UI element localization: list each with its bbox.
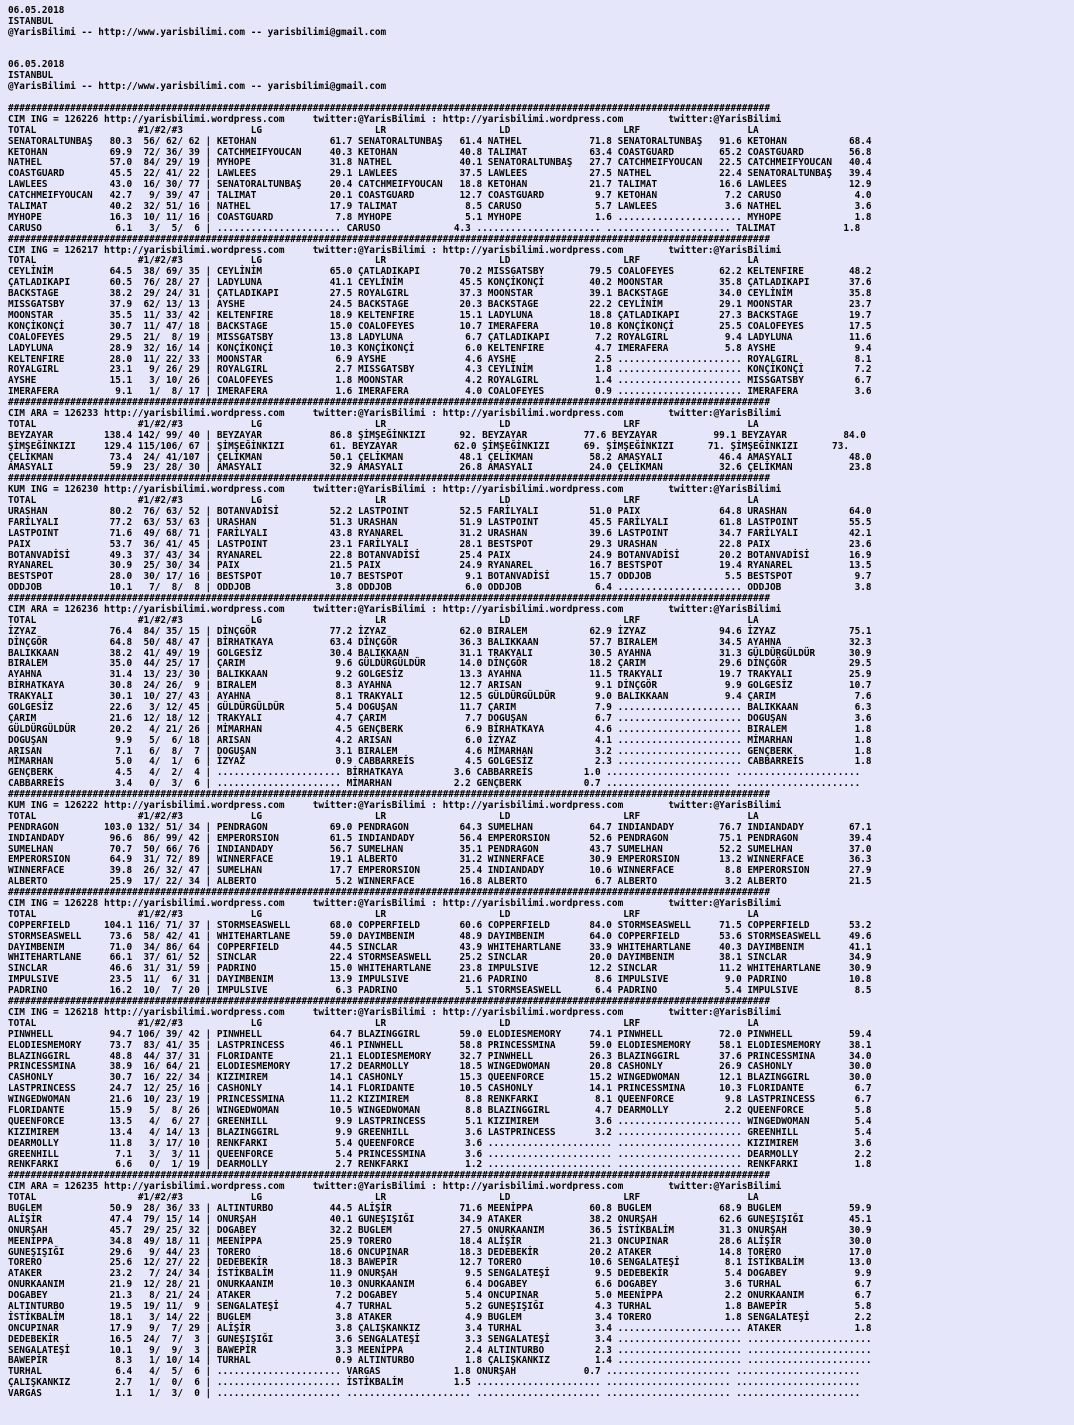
contact-line: @YarisBilimi -- http://www.yarisbilimi.com -- yarisbilimi@gmail.com (8, 26, 387, 38)
horse-stats-row: GOLGESİZ 22.6 3/ 12/ 45 | GÜLDÜRGÜLDÜR 5.4 DOGUŞAN 11.7 ÇARIM 7.9 ...................... BALIKKAAN 6.3 (8, 702, 872, 713)
horse-stats-row: DEARMOLLY 11.8 3/ 17/ 10 | RENKFARKI 5.4 QUEENFORCE 3.6 ...................... ...................... KIZIMIREM 3.6 (8, 1137, 872, 1149)
section-divider: ####################################################################################################################################### (8, 1170, 770, 1182)
race-header: KUM ING = 126222 http://yarisbilimi.wordpress.com twitter:@YarisBilimi : http://yarisbilimi.wordpress.com twitter:@YarisBilimi (8, 800, 782, 812)
horse-stats-row: BUGLEM 50.9 28/ 36/ 33 | ALTINTURBO 44.5 ALİŞİR 71.6 MEENİPPA 60.8 BUGLEM 68.9 BUGLEM 59.9 (8, 1202, 872, 1214)
horse-stats-row: GÜLDÜRGÜLDÜR 20.2 4/ 21/ 26 | MİMARHAN 4.5 GENÇBERK 6.9 BİRHATKAYA 4.6 ...................... BIRALEM 1.8 (8, 723, 872, 735)
horse-stats-row: CATCHMEIFYOUCAN 42.7 9/ 39/ 47 | TALIMAT 20.1 COASTGUARD 12.7 COASTGUARD 9.7 KETOHAN 7.2 CARUSO 4.0 (8, 190, 872, 202)
horse-stats-row: DOGUŞAN 9.9 5/ 6/ 18 | ARISAN 4.2 ARISAN 6.0 İZYAZ 4.1 ...................... MİMARHAN 1.8 (8, 734, 872, 746)
column-header-row: TOTAL #1/#2/#3 LG LR LD LRF LA (8, 1192, 759, 1204)
horse-stats-row: BACKSTAGE 38.2 29/ 24/ 31 | ÇATLADIKAPI 27.5 ROYALGIRL 37.3 MOONSTAR 39.1 BACKSTAGE 34.0 CEYLİNİM 35.8 (8, 288, 872, 300)
horse-stats-row: AYAHNA 31.4 13/ 23/ 30 | BALIKKAAN 9.2 GOLGESİZ 13.3 AYAHNA 11.5 TRAKYALI 19.7 TRAKYALI 25.9 (8, 669, 872, 681)
horse-stats-row: MİMARHAN 5.0 4/ 1/ 6 | İZYAZ 0.9 CABBARREİS 4.5 GOLGESİZ 2.3 ...................... CABBARREİS 1.8 (8, 756, 872, 768)
horse-stats-row: PRINCESSMINA 38.9 16/ 64/ 21 | ELODIESMEMORY 17.2 DEARMOLLY 18.5 WINGEDWOMAN 20.8 CASHONLY 26.9 CASHONLY 30.0 (8, 1061, 872, 1073)
section-divider: ####################################################################################################################################### (8, 593, 770, 605)
race-header: CIM ING = 126218 http://yarisbilimi.wordpress.com twitter:@YarisBilimi : http://yarisbilimi.wordpress.com twitter:@YarisBilimi (8, 1006, 782, 1018)
horse-stats-row: STORMSEASWELL 73.6 58/ 42/ 41 | WHITEHARTLANE 59.0 DAYIMBENIM 48.9 DAYIMBENIM 64.0 COPPERFIELD 53.6 STORMSEASWELL 49.6 (8, 930, 872, 942)
horse-stats-row: MYHOPE 16.3 10/ 11/ 16 | COASTGUARD 7.8 MYHOPE 5.1 MYHOPE 1.6 ...................... MYHOPE 1.8 (8, 211, 872, 223)
horse-stats-row: KIZIMIREM 13.4 4/ 14/ 13 | BLAZINGGIRL 9.9 GREENHILL 3.6 LASTPRINCESS 3.2 ...................... GREENHILL 5.4 (8, 1126, 872, 1138)
date-line: 06.05.2018 (8, 59, 65, 71)
horse-stats-row: LADYLUNA 28.9 32/ 16/ 14 | KONÇİKONÇİ 10.3 KONÇİKONÇİ 6.0 KELTENFIRE 4.7 IMERAFERA 5.8 AYSHE 9.4 (8, 342, 872, 354)
race-header: CIM ARA = 126233 http://yarisbilimi.wordpress.com twitter:@YarisBilimi : http://yarisbilimi.wordpress.com twitter:@YarisBilimi (8, 407, 782, 419)
horse-stats-row: SUMELHAN 70.7 50/ 66/ 76 | INDIANDADY 56.7 SUMELHAN 35.1 PENDRAGON 43.7 SUMELHAN 52.2 SUMELHAN 37.0 (8, 843, 872, 855)
horse-stats-row: ÇARIM 21.6 12/ 18/ 12 | TRAKYALI 4.7 ÇARIM 7.7 DOGUŞAN 6.7 ...................... DOGUŞAN 3.6 (8, 712, 872, 724)
section-divider: ####################################################################################################################################### (8, 789, 770, 801)
horse-stats-row: PADRINO 16.2 10/ 7/ 20 | IMPULSIVE 6.3 PADRINO 5.1 STORMSEASWELL 6.4 PADRINO 5.4 IMPULSIVE 8.5 (8, 985, 872, 997)
section-divider: ####################################################################################################################################### (8, 233, 770, 245)
race-header: CIM ING = 126228 http://yarisbilimi.wordpress.com twitter:@YarisBilimi : http://yarisbilimi.wordpress.com twitter:@YarisBilimi (8, 898, 782, 910)
column-header-row: TOTAL #1/#2/#3 LG LR LD LRF LA (8, 810, 759, 822)
section-divider: ####################################################################################################################################### (8, 996, 770, 1008)
horse-stats-row: CASHONLY 30.7 16/ 22/ 34 | KIZIMIREM 14.1 CASHONLY 15.3 QUEENFORCE 15.2 WINGEDWOMAN 12.1 BLAZINGGIRL 30.0 (8, 1072, 872, 1084)
horse-stats-row: VARGAS 1.1 1/ 3/ 0 | ...................... ...................... ...................... ...................... ...................... (8, 1388, 861, 1400)
horse-stats-row: ROYALGIRL 23.1 9/ 26/ 29 | ROYALGIRL 2.7 MISSGATSBY 4.3 CEYLİNİM 1.8 ...................... KONÇİKONÇİ 7.2 (8, 364, 872, 376)
horse-stats-row: ÇELİKMAN 73.4 24/ 41/107 | ÇELİKMAN 50.1 ÇELİKMAN 48.1 ÇELİKMAN 58.2 AMASYALI 46.4 AMASYALI 48.0 (8, 451, 872, 463)
horse-stats-row: BEYZAYAR 138.4 142/ 99/ 40 | BEYZAYAR 86.8 ŞİMŞEĞİNKIZI 92. BEYZAYAR 77.6 BEYZAYAR 99.1 BEYZAYAR 84.0 (8, 429, 866, 441)
horse-stats-row: WINGEDWOMAN 21.6 10/ 23/ 19 | PRINCESSMINA 11.2 KIZIMIREM 8.8 RENKFARKI 8.1 QUEENFORCE 9.8 LASTPRINCESS 6.7 (8, 1094, 872, 1106)
horse-stats-row: QUEENFORCE 13.5 4/ 6/ 27 | GREENHILL 9.9 LASTPRINCESS 5.1 KIZIMIREM 3.6 ...................... WINGEDWOMAN 5.4 (8, 1115, 872, 1127)
city-line: ISTANBUL (8, 15, 54, 27)
horse-stats-row: COALOFEYES 29.5 21/ 8/ 19 | MISSGATSBY 13.8 LADYLUNA 6.7 ÇATLADIKAPI 7.2 ROYALGIRL 9.4 LADYLUNA 11.6 (8, 331, 872, 343)
section-divider: ####################################################################################################################################### (8, 397, 770, 409)
race-header: CIM ING = 126226 http://yarisbilimi.wordpress.com twitter:@YarisBilimi : http://yarisbilimi.wordpress.com twitter:@YarisBilimi (8, 113, 782, 125)
horse-stats-row: CABBARREİS 3.4 0/ 3/ 6 | ...................... MİMARHAN 2.2 GENÇBERK 0.7 ...................... ...................... (8, 778, 861, 790)
horse-stats-row: DOGABEY 21.3 8/ 21/ 24 | ATAKER 7.2 DOGABEY 5.4 ONCUPINAR 5.0 MEENİPPA 2.2 ONURKAANIM 6.7 (8, 1290, 872, 1302)
horse-stats-row: ÇATLADIKAPI 60.5 76/ 28/ 27 | LADYLUNA 41.1 CEYLİNİM 45.5 KONÇİKONÇİ 40.2 MOONSTAR 35.8 ÇATLADIKAPI 37.6 (8, 277, 872, 289)
race-header: KUM ING = 126230 http://yarisbilimi.wordpress.com twitter:@YarisBilimi : http://yarisbilimi.wordpress.com twitter:@YarisBilimi (8, 484, 782, 496)
horse-stats-row: ARISAN 7.1 6/ 8/ 7 | DOGUŞAN 3.1 BIRALEM 4.6 MİMARHAN 3.2 ...................... GENÇBERK 1.8 (8, 745, 872, 757)
horse-stats-row: SINCLAR 46.6 31/ 31/ 59 | PADRINO 15.0 WHITEHARTLANE 23.8 IMPULSIVE 12.2 SINCLAR 11.2 WHITEHARTLANE 30.9 (8, 963, 872, 975)
horse-stats-row: RYANAREL 30.9 25/ 30/ 34 | PAIX 21.5 PAIX 24.9 RYANAREL 16.7 BESTSPOT 19.4 RYANAREL 13.5 (8, 560, 872, 572)
horse-stats-row: BİRHATKAYA 30.8 24/ 26/ 9 | BIRALEM 8.3 AYAHNA 12.7 ARISAN 9.1 DİNÇGÖR 9.9 GOLGESİZ 10.7 (8, 680, 872, 692)
horse-stats-row: CARUSO 6.1 3/ 5/ 6 | ...................... CARUSO 4.3 ...................... ...................... TALIMAT 1.8 (8, 222, 861, 234)
horse-stats-row: KETOHAN 69.9 72/ 36/ 39 | CATCHMEIFYOUCAN 40.3 KETOHAN 40.8 TALIMAT 63.4 COASTGUARD 65.2 COASTGUARD 56.8 (8, 146, 872, 158)
horse-stats-row: ALİŞİR 47.4 79/ 15/ 14 | ONURŞAH 40.1 GUNEŞIŞIĞI 34.9 ATAKER 38.2 ONURŞAH 62.6 GUNEŞIŞIĞI 45.1 (8, 1213, 872, 1225)
horse-stats-row: MOONSTAR 35.5 11/ 33/ 42 | KELTENFIRE 18.9 KELTENFIRE 15.1 LADYLUNA 18.8 ÇATLADIKAPI 27.3 BACKSTAGE 19.7 (8, 309, 872, 321)
horse-stats-row: RENKFARKI 6.6 0/ 1/ 19 | DEARMOLLY 2.7 RENKFARKI 1.2 ...................... ...................... RENKFARKI 1.8 (8, 1159, 872, 1171)
horse-stats-row: ELODIESMEMORY 73.7 83/ 41/ 35 | LASTPRINCESS 46.1 PINWHELL 58.8 PRINCESSMINA 59.0 ELODIESMEMORY 58.1 ELODIESMEMORY 38.1 (8, 1039, 872, 1051)
horse-stats-row: IMERAFERA 9.1 1/ 8/ 17 | IMERAFERA 1.6 IMERAFERA 4.0 COALOFEYES 0.9 ...................... IMERAFERA 3.6 (8, 386, 872, 398)
horse-stats-row: BALIKKAAN 38.2 41/ 49/ 19 | GOLGESİZ 30.4 BALIKKAAN 31.1 TRAKYALI 30.5 AYAHNA 31.3 GÜLDÜRGÜLDÜR 30.9 (8, 647, 872, 659)
horse-stats-row: İZYAZ 76.4 84/ 35/ 15 | DİNÇGÖR 77.2 İZYAZ 62.0 BIRALEM 62.9 İZYAZ 94.6 İZYAZ 75.1 (8, 625, 872, 637)
text-line (8, 39, 1074, 50)
horse-stats-row: WINNERFACE 39.8 26/ 32/ 47 | SUMELHAN 17.7 EMPERORSION 25.4 INDIANDADY 10.6 WINNERFACE 8.8 EMPERORSION 27.9 (8, 865, 872, 877)
column-header-row: TOTAL #1/#2/#3 LG LR LD LRF LA (8, 418, 759, 430)
horse-stats-row: ONURŞAH 45.7 29/ 25/ 32 | DOGABEY 32.2 BUGLEM 27.5 ONURKAANIM 36.5 İSTİKBALİM 31.3 ONURŞAH 30.9 (8, 1224, 872, 1236)
horse-stats-row: BIRALEM 35.0 44/ 25/ 17 | ÇARIM 9.6 GÜLDÜRGÜLDÜR 14.0 DİNÇGÖR 18.2 ÇARIM 29.6 DİNÇGÖR 29.5 (8, 658, 872, 670)
horse-stats-row: ONCUPINAR 17.9 9/ 7/ 29 | ALİŞİR 3.8 ÇALIŞKANKIZ 3.4 TURHAL 3.4 ...................... ATAKER 1.8 (8, 1322, 872, 1334)
horse-stats-row: AMASYALI 59.9 23/ 28/ 30 | AMASYALI 32.9 AMASYALI 26.8 AMASYALI 24.0 ÇELİKMAN 32.6 ÇELİKMAN 23.8 (8, 462, 872, 474)
horse-stats-row: GREENHILL 7.1 3/ 3/ 11 | QUEENFORCE 5.4 PRINCESSMINA 3.6 ...................... ...................... DEARMOLLY 2.2 (8, 1148, 872, 1160)
horse-stats-row: AYSHE 15.1 3/ 10/ 26 | COALOFEYES 1.8 MOONSTAR 4.2 ROYALGIRL 1.4 ...................... MISSGATSBY 6.7 (8, 375, 872, 387)
horse-stats-row: TRAKYALI 30.1 10/ 27/ 43 | AYAHNA 8.1 TRAKYALI 12.5 GÜLDÜRGÜLDÜR 9.0 BALIKKAAN 9.4 ÇARIM 7.6 (8, 691, 872, 703)
horse-stats-row: GUNEŞIŞIĞI 29.6 9/ 44/ 23 | TORERO 18.6 ONCUPINAR 18.3 DEDEBEKİR 20.2 ATAKER 14.8 TORERO 17.0 (8, 1246, 872, 1258)
column-header-row: TOTAL #1/#2/#3 LG LR LD LRF LA (8, 1017, 759, 1029)
horse-stats-row: TORERO 25.6 12/ 27/ 22 | DEDEBEKİR 18.3 BAWEPİR 12.7 TORERO 10.6 SENGALATEŞİ 8.1 İSTİKBALİM 13.0 (8, 1257, 872, 1269)
horse-stats-row: ALTINTURBO 19.5 19/ 11/ 9 | SENGALATEŞİ 4.7 TURHAL 5.2 GUNEŞIŞIĞI 4.3 TURHAL 1.8 BAWEPİR 5.8 (8, 1300, 872, 1312)
horse-stats-row: WHITEHARTLANE 66.1 37/ 61/ 52 | SINCLAR 22.4 STORMSEASWELL 25.2 SINCLAR 20.0 DAYIMBENIM 38.1 SINCLAR 34.9 (8, 952, 872, 964)
horse-stats-row: NATHEL 57.0 84/ 29/ 19 | MYHOPE 31.8 NATHEL 40.1 SENATORALTUNBAŞ 27.7 CATCHMEIFYOUCAN 22.5 CATCHMEIFYOUCAN 40.4 (8, 157, 872, 169)
horse-stats-row: LASTPOINT 71.6 49/ 68/ 71 | FARİLYALI 43.8 RYANAREL 31.2 URASHAN 39.6 LASTPOINT 34.7 FARİLYALI 42.1 (8, 527, 872, 539)
race-header: CIM ARA = 126236 http://yarisbilimi.wordpress.com twitter:@YarisBilimi : http://yarisbilimi.wordpress.com twitter:@YarisBilimi (8, 603, 782, 615)
horse-stats-row: COPPERFIELD 104.1 116/ 71/ 37 | STORMSEASWELL 68.0 COPPERFIELD 60.6 COPPERFIELD 84.0 STORMSEASWELL 71.5 COPPERFIELD 53.2 (8, 919, 872, 931)
horse-stats-row: İSTİKBALİM 18.1 3/ 14/ 22 | BUGLEM 3.8 ATAKER 4.9 BUGLEM 3.4 TORERO 1.8 SENGALATEŞİ 2.2 (8, 1311, 872, 1323)
horse-stats-row: LAWLEES 43.0 16/ 30/ 77 | SENATORALTUNBAŞ 20.4 CATCHMEIFYOUCAN 18.8 KETOHAN 21.7 TALIMAT 16.6 LAWLEES 12.9 (8, 179, 872, 191)
horse-stats-row: IMPULSIVE 23.5 11/ 6/ 31 | DAYIMBENIM 13.9 IMPULSIVE 21.6 PADRINO 8.6 IMPULSIVE 9.0 PADRINO 10.8 (8, 974, 872, 986)
text-line (8, 50, 1074, 61)
horse-stats-row: DEDEBEKİR 16.5 24/ 7/ 3 | GUNEŞIŞIĞI 3.6 SENGALATEŞİ 3.3 SENGALATEŞİ 3.4 ...................... ...................... (8, 1333, 872, 1345)
horse-stats-row: GENÇBERK 4.5 4/ 2/ 4 | ...................... BİRHATKAYA 3.6 CABBARREİS 1.0 ...................... ...................... (8, 767, 861, 779)
horse-stats-row: ALBERTO 25.9 17/ 22/ 34 | ALBERTO 5.2 WINNERFACE 16.8 ALBERTO 6.7 ALBERTO 3.2 ALBERTO 21.5 (8, 876, 872, 888)
column-header-row: TOTAL #1/#2/#3 LG LR LD LRF LA (8, 908, 759, 920)
horse-stats-row: PENDRAGON 103.0 132/ 51/ 34 | PENDRAGON 69.0 PENDRAGON 64.3 SUMELHAN 64.7 INDIANDADY 76.7 INDIANDADY 67.1 (8, 821, 872, 833)
contact-line: @YarisBilimi -- http://www.yarisbilimi.com -- yarisbilimi@gmail.com (8, 81, 387, 93)
race-header: CIM ARA = 126235 http://yarisbilimi.wordpress.com twitter:@YarisBilimi : http://yarisbilimi.wordpress.com twitter:@YarisBilimi (8, 1181, 782, 1193)
horse-stats-row: KONÇİKONÇİ 30.7 11/ 47/ 18 | BACKSTAGE 15.0 COALOFEYES 10.7 IMERAFERA 10.8 KONÇİKONÇİ 25.5 COALOFEYES 17.5 (8, 320, 872, 332)
horse-stats-row: LASTPRINCESS 24.7 12/ 25/ 16 | CASHONLY 14.1 FLORIDANTE 10.5 CASHONLY 14.1 PRINCESSMINA 10.3 FLORIDANTE 6.7 (8, 1083, 872, 1095)
horse-stats-row: DİNÇGÖR 64.8 50/ 48/ 47 | BİRHATKAYA 63.4 DİNÇGÖR 36.3 BALIKKAAN 57.7 BIRALEM 34.5 AYAHNA 32.3 (8, 636, 872, 648)
horse-stats-row: CEYLİNİM 64.5 38/ 69/ 35 | CEYLİNİM 65.0 ÇATLADIKAPI 70.2 MISSGATSBY 79.5 COALOFEYES 62.2 KELTENFIRE 48.2 (8, 266, 872, 278)
horse-stats-row: MISSGATSBY 37.9 62/ 13/ 13 | AYSHE 24.5 BACKSTAGE 20.3 BACKSTAGE 22.2 CEYLİNİM 29.1 MOONSTAR 23.7 (8, 299, 872, 311)
horse-stats-row: URASHAN 80.2 76/ 63/ 52 | BOTANVADİSİ 52.2 LASTPOINT 52.5 FARİLYALI 51.0 PAIX 64.8 URASHAN 64.0 (8, 505, 872, 517)
horse-stats-row: ODDJOB 10.1 7/ 8/ 8 | ODDJOB 3.8 ODDJOB 6.0 ODDJOB 6.4 ...................... ODDJOB 3.8 (8, 582, 872, 594)
horse-stats-row: DAYIMBENIM 71.0 34/ 86/ 64 | COPPERFIELD 44.5 SINCLAR 43.9 WHITEHARTLANE 33.9 WHITEHARTLANE 40.3 DAYIMBENIM 41.1 (8, 941, 872, 953)
column-header-row: TOTAL #1/#2/#3 LG LR LD LRF LA (8, 495, 759, 507)
horse-stats-row: ATAKER 23.2 7/ 24/ 34 | İSTİKBALİM 11.9 ONURŞAH 9.5 SENGALATEŞİ 9.5 DEDEBEKİR 5.4 DOGABEY 9.9 (8, 1268, 872, 1280)
horse-stats-row: BESTSPOT 28.0 30/ 17/ 16 | BESTSPOT 10.7 BESTSPOT 9.1 BOTANVADİSİ 15.7 ODDJOB 5.5 BESTSPOT 9.7 (8, 571, 872, 583)
horse-stats-row: FLORIDANTE 15.9 5/ 8/ 26 | WINGEDWOMAN 10.5 WINGEDWOMAN 8.8 BLAZINGGIRL 4.7 DEARMOLLY 2.2 QUEENFORCE 5.8 (8, 1104, 872, 1116)
horse-stats-row: TALIMAT 40.2 32/ 51/ 16 | NATHEL 17.9 TALIMAT 8.5 CARUSO 5.7 LAWLEES 3.6 NATHEL 3.6 (8, 201, 872, 213)
horse-stats-row: BOTANVADİSİ 49.3 37/ 43/ 34 | RYANAREL 22.8 BOTANVADİSİ 25.4 PAIX 24.9 BOTANVADİSİ 20.2 BOTANVADİSİ 16.9 (8, 549, 872, 561)
column-header-row: TOTAL #1/#2/#3 LG LR LD LRF LA (8, 124, 759, 136)
column-header-row: TOTAL #1/#2/#3 LG LR LD LRF LA (8, 255, 759, 267)
horse-stats-row: SENATORALTUNBAŞ 80.3 56/ 62/ 62 | KETOHAN 61.7 SENATORALTUNBAŞ 61.4 NATHEL 71.8 SENATORALTUNBAŞ 91.6 KETOHAN 68.4 (8, 135, 872, 147)
horse-stats-row: PAIX 53.7 36/ 41/ 45 | LASTPOINT 23.1 FARİLYALI 28.1 BESTSPOT 29.3 URASHAN 22.8 PAIX 23.6 (8, 538, 872, 550)
section-divider: ####################################################################################################################################### (8, 887, 770, 899)
city-line: ISTANBUL (8, 70, 54, 82)
horse-stats-row: SENGALATEŞİ 10.1 9/ 9/ 3 | BAWEPİR 3.3 MEENİPPA 2.4 ALTINTURBO 2.3 ...................... ...................... (8, 1344, 872, 1356)
horse-stats-row: KELTENFIRE 28.0 11/ 22/ 33 | MOONSTAR 6.9 AYSHE 4.6 AYSHE 2.5 ...................... ROYALGIRL 8.1 (8, 353, 872, 365)
horse-stats-row: ŞİMŞEĞİNKIZI 129.4 115/106/ 67 | ŞİMŞEĞİNKIZI 61. BEYZAYAR 62.0 ŞİMŞEĞİNKIZI 69. ŞİMŞEĞİNKIZI 71. ŞİMŞEĞİNKIZI 73. (8, 440, 849, 452)
section-divider: ####################################################################################################################################### (8, 473, 770, 485)
horse-stats-row: FARİLYALI 77.2 63/ 53/ 63 | URASHAN 51.3 URASHAN 51.9 LASTPOINT 45.5 FARİLYALI 61.8 LASTPOINT 55.5 (8, 516, 872, 528)
horse-stats-row: COASTGUARD 45.5 22/ 41/ 22 | LAWLEES 29.1 LAWLEES 37.5 LAWLEES 27.5 NATHEL 22.4 SENATORALTUNBAŞ 39.4 (8, 168, 872, 180)
horse-stats-row: INDIANDADY 96.6 86/ 99/ 42 | EMPERORSION 61.5 INDIANDADY 56.4 EMPERORSION 52.6 PENDRAGON 75.1 PENDRAGON 39.4 (8, 832, 872, 844)
horse-stats-row: TURHAL 6.4 4/ 5/ 6 | ...................... VARGAS 1.8 ONURŞAH 0.7 ...................... ...................... (8, 1366, 861, 1378)
horse-stats-row: BLAZINGGIRL 48.8 44/ 37/ 31 | FLORIDANTE 21.1 ELODIESMEMORY 32.7 PINWHELL 26.3 BLAZINGGIRL 37.6 PRINCESSMINA 34.0 (8, 1050, 872, 1062)
horse-stats-row: ONURKAANIM 21.9 12/ 28/ 21 | ONURKAANIM 10.3 ONURKAANIM 6.4 DOGABEY 6.6 DOGABEY 3.6 TURHAL 6.7 (8, 1279, 872, 1291)
horse-stats-row: PINWHELL 94.7 106/ 39/ 42 | PINWHELL 64.7 BLAZINGGIRL 59.0 ELODIESMEMORY 74.1 PINWHELL 72.0 PINWHELL 59.4 (8, 1028, 872, 1040)
horse-stats-row: ÇALIŞKANKIZ 2.7 1/ 0/ 6 | ...................... İSTİKBALİM 1.5 ...................... ...................... ...................... (8, 1377, 861, 1389)
date-line: 06.05.2018 (8, 5, 65, 16)
race-header: CIM ING = 126217 http://yarisbilimi.wordpress.com twitter:@YarisBilimi : http://yarisbilimi.wordpress.com twitter:@YarisBilimi (8, 244, 782, 256)
horse-stats-row: MEENİPPA 34.8 49/ 18/ 11 | MEENİPPA 25.9 TORERO 18.4 ALİŞİR 21.3 ONCUPINAR 28.6 ALİŞİR 30.0 (8, 1235, 872, 1247)
column-header-row: TOTAL #1/#2/#3 LG LR LD LRF LA (8, 614, 759, 626)
section-divider: ####################################################################################################################################### (8, 103, 770, 115)
horse-stats-row: EMPERORSION 64.9 31/ 72/ 89 | WINNERFACE 19.1 ALBERTO 31.2 WINNERFACE 30.9 EMPERORSION 13.2 WINNERFACE 36.3 (8, 854, 872, 866)
horse-stats-row: BAWEPİR 8.3 1/ 10/ 14 | TURHAL 0.9 ALTINTURBO 1.8 ÇALIŞKANKIZ 1.4 ...................... ...................... (8, 1355, 872, 1367)
